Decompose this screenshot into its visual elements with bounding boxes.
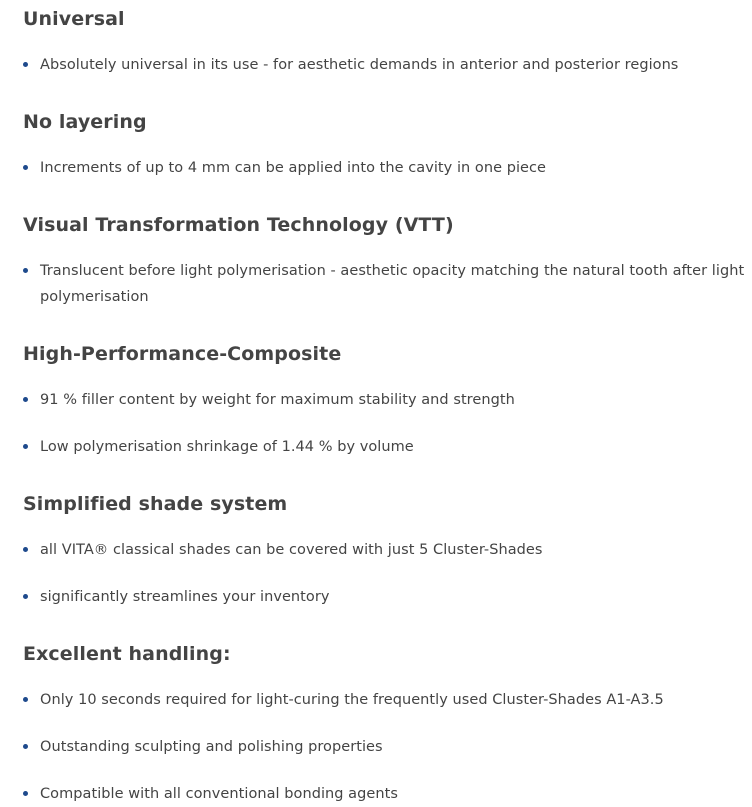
section-list-handling [23,687,748,713]
bullet-icon [23,547,28,552]
list-item-text: Low polymerisation shrinkage of 1.44 % by volume [40,439,414,455]
section-title-no-layering: No layering [23,111,147,133]
bullet-icon [23,444,28,449]
bullet-icon [23,165,28,170]
list-item [23,734,748,760]
section-title-high-performance: High-Performance-Composite [23,343,342,365]
list-item-text: significantly streamlines your inventory [40,589,330,605]
list-item [23,434,748,460]
section-title-universal: Universal [23,8,125,30]
section-list-vtt [23,258,748,310]
section-list-shade-system [23,537,748,563]
section-list-shade-system-2 [23,584,748,610]
section-title-shade-system: Simplified shade system [23,493,288,515]
bullet-icon [23,397,28,402]
bullet-icon [23,697,28,702]
list-item-text: all VITA® classical shades can be covered with just 5 Cluster-Shades [40,542,543,558]
list-item [23,537,748,563]
section-title-handling: Excellent handling: [23,643,231,665]
section-list-handling-2 [23,734,748,760]
bullet-icon [23,62,28,67]
section-list-high-performance [23,387,748,413]
section-list-handling-3 [23,781,748,807]
list-item [23,781,748,807]
list-item-text: Outstanding sculpting and polishing properties [40,739,383,755]
bullet-icon [23,791,28,796]
section-list-no-layering [23,155,748,181]
list-item-text: Compatible with all conventional bonding agents [40,786,398,802]
bullet-icon [23,268,28,273]
list-item [23,52,748,78]
list-item-text: Absolutely universal in its use - for aesthetic demands in anterior and posterior regions [40,57,679,73]
list-item [23,258,748,310]
bullet-icon [23,744,28,749]
section-list-universal [23,52,748,78]
list-item-text: Only 10 seconds required for light-curing the frequently used Cluster-Shades A1-A3.5 [40,692,664,708]
list-item-text: 91 % filler content by weight for maximum stability and strength [40,392,515,408]
section-title-vtt: Visual Transformation Technology (VTT) [23,214,454,236]
list-item [23,584,748,610]
bullet-icon [23,594,28,599]
list-item [23,387,748,413]
list-item-text: Increments of up to 4 mm can be applied into the cavity in one piece [40,160,547,176]
list-item [23,687,748,713]
list-item [23,155,748,181]
section-list-high-performance-2 [23,434,748,460]
list-item-text: Translucent before light polymerisation - aesthetic opacity matching the natural tooth after light polymerisation [40,263,745,305]
